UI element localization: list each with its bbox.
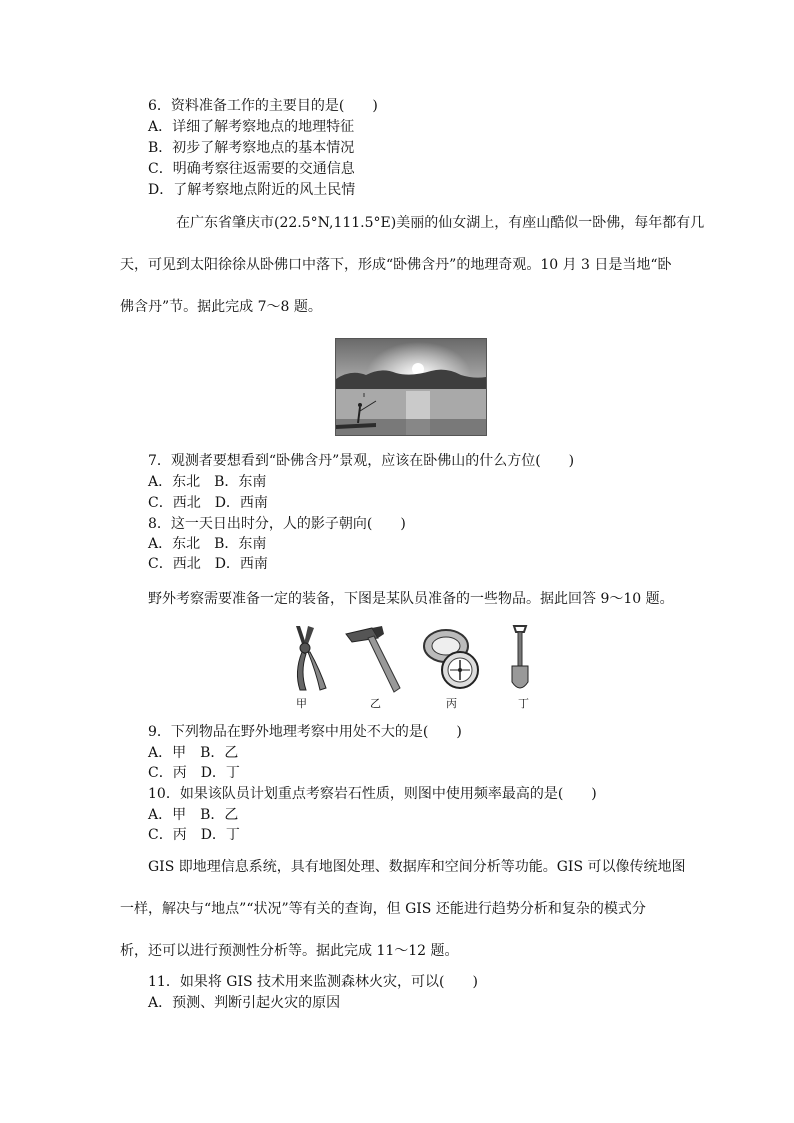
passage2-line1: 野外考察需要准备一定的装备，下图是某队员准备的一些物品。据此回答 9～10 题。 xyxy=(148,591,674,607)
pliers-icon xyxy=(280,622,330,694)
passage3-line2: 一样，解决与“地点”“状况”等有关的查询，但 GIS 还能进行趋势分析和复杂的模式分 xyxy=(120,901,646,917)
q8-options-cd: C．西北 D．西南 xyxy=(148,556,268,572)
shovel-icon xyxy=(506,624,534,694)
passage1-line2: 天，可见到太阳徐徐从卧佛口中落下，形成“卧佛含丹”的地理奇观。10 月 3 日是当地“卧 xyxy=(120,257,672,273)
q6-option-a: A．详细了解考察地点的地理特征 xyxy=(148,119,355,135)
passage1-line3: 佛含丹”节。据此完成 7～8 题。 xyxy=(120,299,322,315)
tool-label-bing: 丙 xyxy=(446,697,457,710)
q8-stem: 8．这一天日出时分，人的影子朝向( ) xyxy=(148,516,406,532)
q6-option-d: D．了解考察地点附近的风土民情 xyxy=(148,182,356,198)
q8-options-ab: A．东北 B．东南 xyxy=(148,536,267,552)
q6-option-c: C．明确考察往返需要的交通信息 xyxy=(148,161,355,177)
q9-options-ab: A．甲 B．乙 xyxy=(148,745,239,761)
compass-icon xyxy=(420,626,484,692)
q10-options-cd: C．丙 D．丁 xyxy=(148,827,240,843)
sunset-lake-photo xyxy=(335,338,487,436)
q10-options-ab: A．甲 B．乙 xyxy=(148,807,239,823)
tool-label-ding: 丁 xyxy=(518,697,529,710)
q11-option-a: A．预测、判断引起火灾的原因 xyxy=(148,995,341,1011)
passage3-line1: GIS 即地理信息系统，具有地图处理、数据库和空间分析等功能。GIS 可以像传统地图 xyxy=(148,859,686,875)
tool-label-yi: 乙 xyxy=(370,697,381,710)
q7-options-ab: A．东北 B．东南 xyxy=(148,474,267,490)
rock-hammer-icon xyxy=(342,624,404,694)
q9-options-cd: C．丙 D．丁 xyxy=(148,765,240,781)
q9-stem: 9．下列物品在野外地理考察中用处不大的是( ) xyxy=(148,724,462,740)
tool-label-jia: 甲 xyxy=(296,697,307,710)
passage3-line3: 析，还可以进行预测性分析等。据此完成 11～12 题。 xyxy=(120,943,459,959)
sunset-lake-illustration xyxy=(336,339,486,435)
q6-option-b: B．初步了解考察地点的基本情况 xyxy=(148,140,355,156)
q6-stem: 6．资料准备工作的主要目的是( ) xyxy=(148,98,378,114)
tools-figure xyxy=(280,622,540,712)
q7-stem: 7．观测者要想看到“卧佛含丹”景观，应该在卧佛山的什么方位( ) xyxy=(148,453,575,469)
q11-stem: 11．如果将 GIS 技术用来监测森林火灾，可以( ) xyxy=(148,974,478,990)
q7-options-cd: C．西北 D．西南 xyxy=(148,495,268,511)
passage1-line1: 在广东省肇庆市(22.5°N,111.5°E)美丽的仙女湖上，有座山酷似一卧佛，每年都有几 xyxy=(176,215,705,231)
q10-stem: 10．如果该队员计划重点考察岩石性质，则图中使用频率最高的是( ) xyxy=(148,786,597,802)
